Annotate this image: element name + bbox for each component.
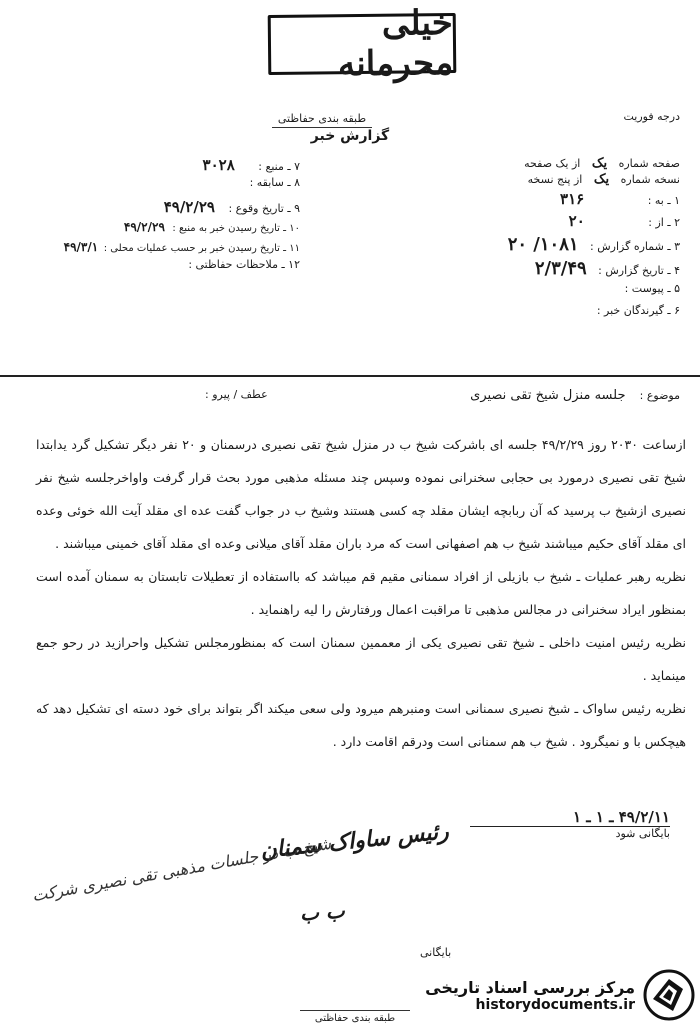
meta-row: ۱ ـ به : ۳۱۶ (560, 190, 680, 208)
classification-stamp (268, 3, 457, 85)
handwritten-note: شیخ ب در جلسات مذهبی تقی نصیری شرکت (30, 833, 333, 906)
signature-main: رئیس ساواک سمنان (259, 818, 450, 864)
date-note-text: ۴۹/۲/۱۱ ـ ۱ ـ ۱ (572, 808, 670, 826)
meta-row: صفحه شماره یک از یک صفحه (524, 156, 680, 171)
meta-row: ۱۲ ـ ملاحظات حفاظتی : (188, 258, 300, 271)
priority-label: درجه فوریت (623, 110, 680, 123)
meta-row: ۱۰ ـ تاریخ رسیدن خبر به منبع : ۴۹/۲/۲۹ (123, 220, 300, 234)
report-title: گزارش خبر (310, 128, 390, 144)
section-divider (0, 375, 700, 377)
meta-row: ۷ ـ منبع : ۳۰۲۸ (202, 156, 300, 174)
report-body (36, 428, 686, 758)
body-paragraph: نظریه رئیس امنیت داخلی ـ شیخ تقی نصیری یکی از معممین سمنان است که بمنظورمجلس تشکیل واحرازید در رحو جمع مینماید . (36, 635, 686, 683)
meta-row: نسخه شماره یک از پنج نسخه (527, 172, 680, 187)
signature-initials: ب ب (299, 898, 346, 926)
reference-label: عطف / پیرو : (205, 388, 268, 401)
subject-line (230, 388, 680, 403)
meta-row: ۹ ـ تاریخ وقوع : ۴۹/۲/۲۹ (163, 198, 300, 216)
meta-row: ۳ ـ شماره گزارش : ۱۰۸۱/ ۲۰ (507, 234, 680, 255)
date-sub-note: بایگانی شود (615, 827, 670, 840)
watermark-title: مرکز بررسی اسناد تاریخی (425, 977, 635, 997)
meta-right (360, 156, 680, 326)
bottom-mark: بایگانی (420, 946, 452, 959)
meta-row: ۱۱ ـ تاریخ رسیدن خبر بر حسب عملیات محلی : ۴۹/۳/۱ (63, 240, 300, 254)
meta-row: ۵ ـ پیوست : (624, 282, 680, 295)
body-paragraph: نظریه رئیس ساواک ـ شیخ نصیری سمنانی است ومنبرهم میرود ولی سعی میکند اگر بتواند برای خود دسته ای تشکیل دهد که هیچکس با و نمیگرود . شیخ ب هم سمنانی است ودرقم اقامت دارد . (36, 701, 686, 749)
meta-left (40, 156, 300, 276)
classification-bottom: طبقه بندی حفاظتی (300, 1010, 410, 1024)
classification-top-label: طبقه بندی حفاظتی (277, 112, 367, 125)
meta-row: ۴ ـ تاریخ گزارش : ۲/۳/۴۹ (534, 258, 680, 279)
subject-text: جلسه منزل شیخ تقی نصیری (470, 388, 626, 403)
watermark (410, 965, 695, 1025)
classification-top (262, 112, 382, 128)
stamp-text: خیلی محرمانه (337, 3, 454, 85)
meta-row: ۲ ـ از : ۲۰ (568, 212, 680, 230)
body-paragraph: ازساعت ۲۰۳۰ روز ۴۹/۲/۲۹ جلسه ای باشرکت شیخ ب در منزل شیخ تقی نصیری درسمنان و ۲۰ نفر دیگر تشکیل گرد یدابتدا شیخ تقی نصیری درمورد بی حجابی سخنرانی نموده وسپس چند مسئله مذهبی مورد بحث قرار گرفت واواخرجلسه شیخ نفر نصیری ازشیخ ب پرسید که آن ربابچه ایشان مقلد چه کسی هستند وشیخ ب در جواب گفت عده ای مقلد آیت الله خوئی وعده ای مقلد آقای حکیم میباشند شیخ ب هم اصفهانی است که مرد باران مقلد آقای میلانی وعده ای مقلد آقای خمینی میباشند . (36, 437, 686, 551)
body-paragraph: نظریه رهبر عملیات ـ شیخ ب بازیلی از افراد سمنانی مقیم قم میباشد که بااستفاده از تعطیلات تابستان به سمنان آمده است بمنظور ایراد سخنرانی در مجالس مذهبی تا مراقبت اعمال ورفتارش را لیه راهنماید . (36, 569, 686, 617)
date-annotation (470, 808, 670, 840)
meta-row: ۶ ـ گیرندگان خبر : (596, 304, 680, 317)
meta-row: ۸ ـ سابقه : (249, 176, 300, 189)
subject-label: موضوع : (639, 389, 680, 402)
history-documents-logo-icon (643, 969, 695, 1021)
watermark-url: historydocuments.ir (475, 996, 635, 1013)
